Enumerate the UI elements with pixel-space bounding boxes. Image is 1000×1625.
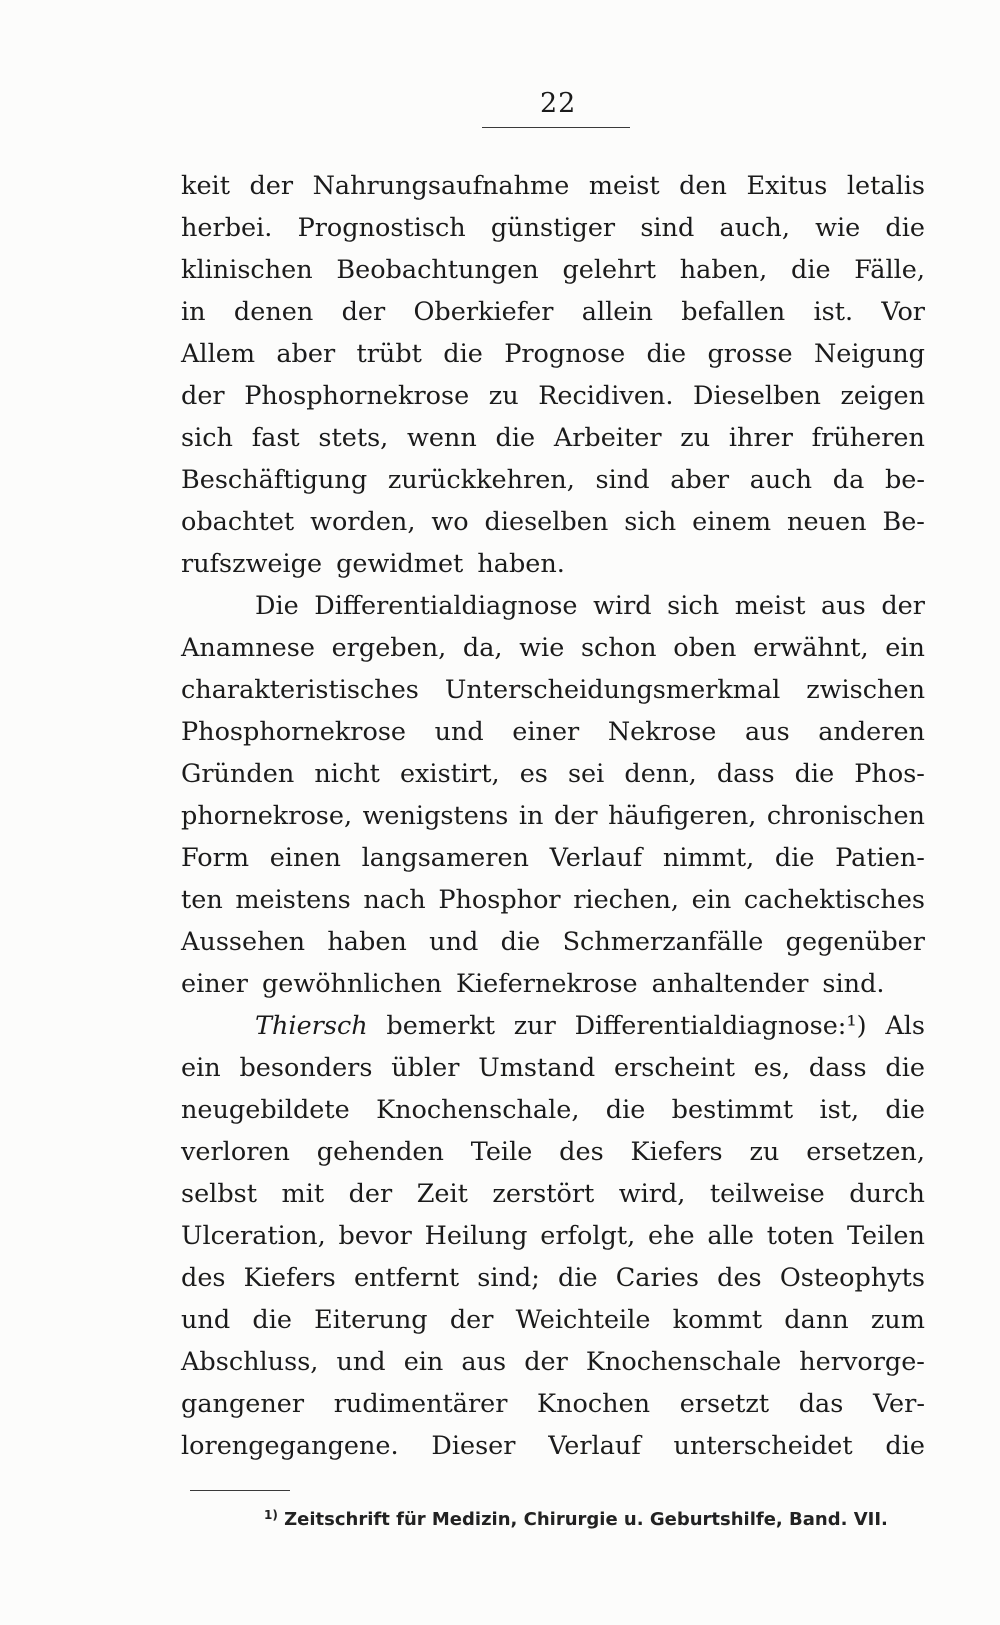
footnote-text: Zeitschrift für Medizin, Chirurgie u. Geburtshilfe, Band. VII. (284, 1509, 888, 1530)
text-line: ein besonders übler Umstand erscheint es, dass die (181, 1053, 925, 1083)
text-line: ten meistens nach Phosphor riechen, ein cachektisches (181, 885, 925, 915)
footnote-marker: 1) (264, 1508, 278, 1522)
text-line: der Phosphornekrose zu Recidiven. Dieselben zeigen (181, 381, 925, 411)
text-line: und die Eiterung der Weichteile kommt dann zum (181, 1305, 925, 1335)
body-text (181, 165, 925, 1467)
text-line: Gründen nicht existirt, es sei denn, dass die Phos- (181, 759, 925, 789)
text-line: gangener rudimentärer Knochen ersetzt das Ver- (181, 1389, 925, 1419)
text-line: Abschluss, und ein aus der Knochenschale hervorge- (181, 1347, 925, 1377)
text-line: herbei. Prognostisch günstiger sind auch, wie die (181, 213, 925, 243)
footnote (264, 1508, 888, 1530)
text-line: lorengegangene. Dieser Verlauf unterscheidet die (181, 1431, 925, 1461)
header-rule (482, 127, 630, 128)
text-line: neugebildete Knochenschale, die bestimmt ist, die (181, 1095, 925, 1125)
text-line: Form einen langsameren Verlauf nimmt, die Patien- (181, 843, 925, 873)
text-line: verloren gehenden Teile des Kiefers zu ersetzen, (181, 1137, 925, 1167)
text-line: phornekrose, wenigstens in der häufigeren, chronischen (181, 801, 925, 831)
text-line: Thiersch bemerkt zur Differentialdiagnose:¹) Als (255, 1011, 925, 1041)
text-line: Phosphornekrose und einer Nekrose aus anderen (181, 717, 925, 747)
text-line: obachtet worden, wo dieselben sich einem neuen Be- (181, 507, 925, 537)
text-line: einer gewöhnlichen Kiefernekrose anhaltender sind. (181, 969, 885, 999)
text-line: charakteristisches Unterscheidungsmerkmal zwischen (181, 675, 925, 705)
text-line: Die Differentialdiagnose wird sich meist aus der (255, 591, 925, 621)
text-line: Allem aber trübt die Prognose die grosse Neigung (181, 339, 925, 369)
text-line: Beschäftigung zurückkehren, sind aber auch da be- (181, 465, 925, 495)
text-line: rufszweige gewidmet haben. (181, 549, 565, 579)
page-number: 22 (540, 88, 577, 119)
text-line: des Kiefers entfernt sind; die Caries des Osteophyts (181, 1263, 925, 1293)
text-line: sich fast stets, wenn die Arbeiter zu ihrer früheren (181, 423, 925, 453)
text-line: Ulceration, bevor Heilung erfolgt, ehe alle toten Teilen (181, 1221, 925, 1251)
text-line: klinischen Beobachtungen gelehrt haben, die Fälle, (181, 255, 925, 285)
text-line: selbst mit der Zeit zerstört wird, teilweise durch (181, 1179, 925, 1209)
text-line: Anamnese ergeben, da, wie schon oben erwähnt, ein (181, 633, 925, 663)
text-line: keit der Nahrungsaufnahme meist den Exitus letalis (181, 171, 925, 201)
text-line: Aussehen haben und die Schmerzanfälle gegenüber (181, 927, 925, 957)
text-line: in denen der Oberkiefer allein befallen ist. Vor (181, 297, 925, 327)
footnote-rule (190, 1490, 290, 1491)
